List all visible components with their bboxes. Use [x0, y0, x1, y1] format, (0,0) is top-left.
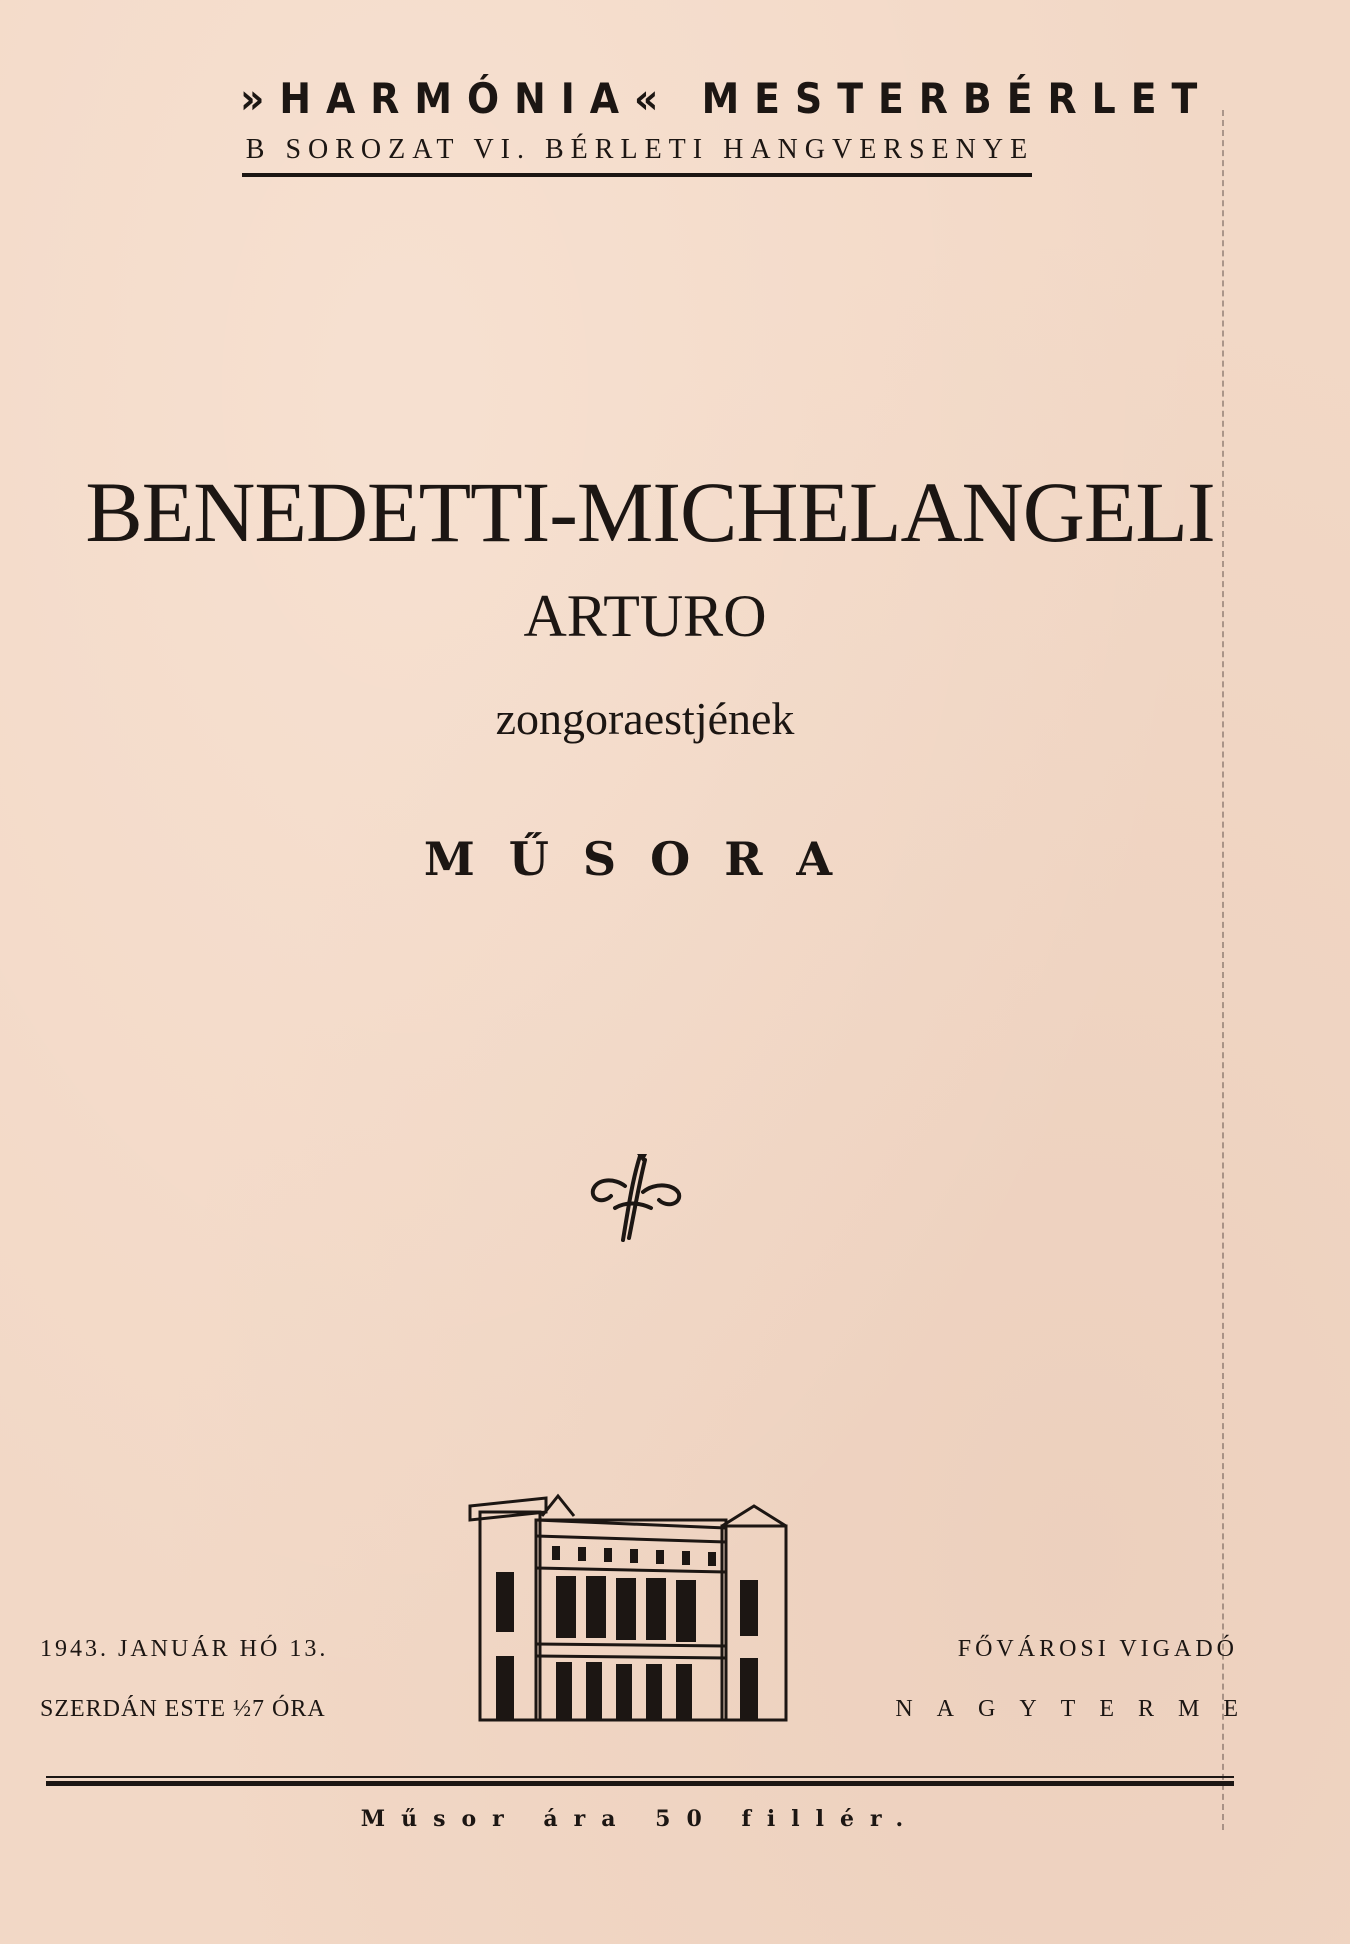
hall-name: NAGYTERME [895, 1696, 1262, 1722]
series-header [240, 72, 1213, 166]
concert-day-time: SZERDÁN ESTE ½7 ÓRA [40, 1696, 326, 1722]
artist-last-name: BENEDETTI-MICHELANGELI [85, 464, 1215, 560]
concert-date: 1943. JANUÁR HÓ 13. [40, 1636, 329, 1662]
fleuron-ornament-icon [585, 1148, 685, 1248]
series-subtitle: B SOROZAT VI. BÉRLETI HANGVERSENYE [245, 134, 1035, 165]
program-title: MŰSORA [423, 832, 867, 886]
footer-rule-thin [46, 1776, 1234, 1778]
footer-rule-thick [46, 1781, 1234, 1786]
artist-first-name: ARTURO [523, 583, 767, 649]
header-rule [242, 173, 1032, 177]
program-price: Műsor ára 50 fillér. [360, 1806, 920, 1832]
fold-edge-line [1222, 110, 1226, 1830]
concert-hall-building-icon [466, 1476, 802, 1722]
series-title: »HARMÓNIA« MESTERBÉRLET [240, 74, 1213, 123]
venue-name: FŐVÁROSI VIGADÓ [957, 1636, 1238, 1662]
event-type: zongoraestjének [495, 693, 795, 744]
